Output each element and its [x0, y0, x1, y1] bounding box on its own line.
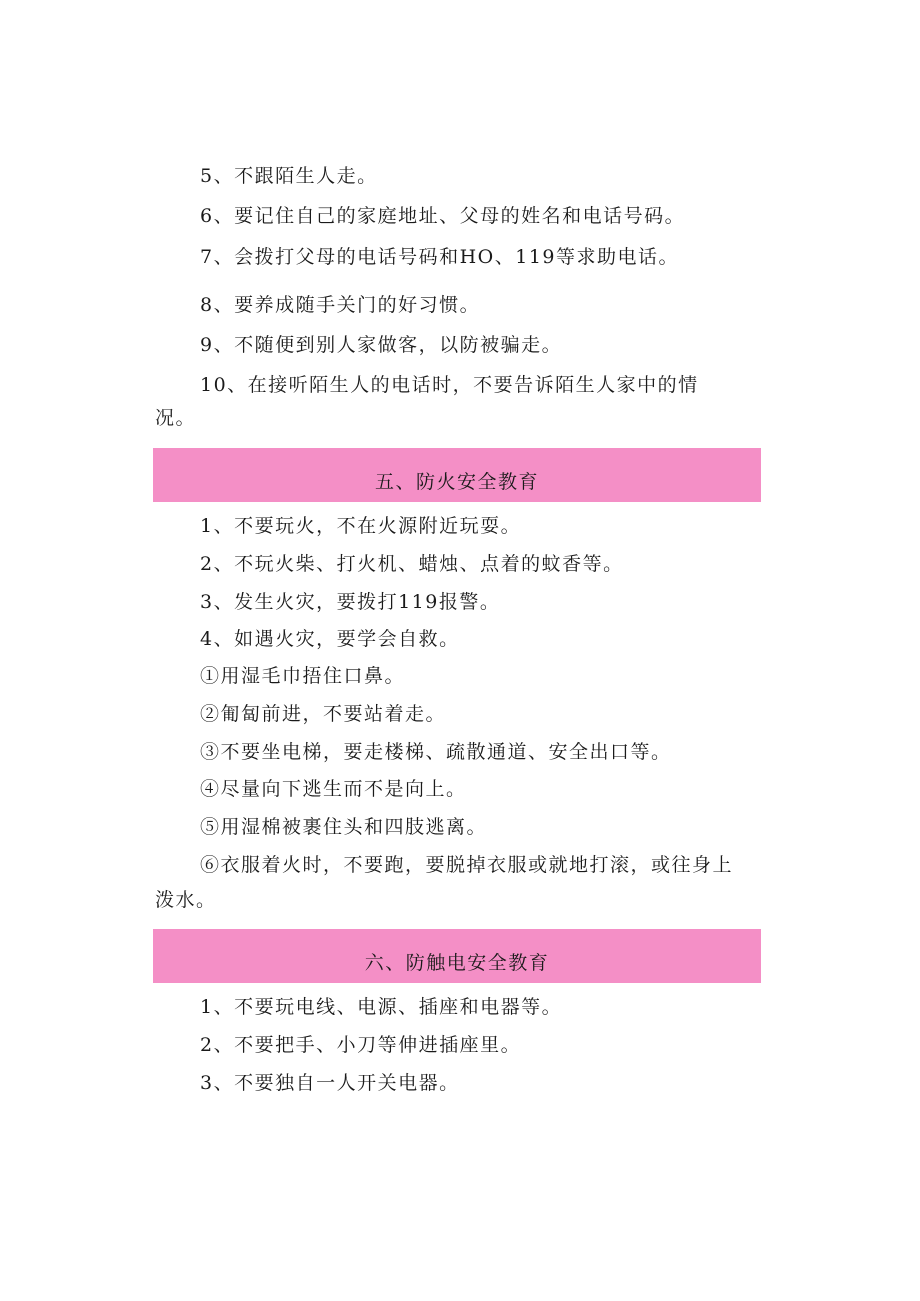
- list-item: 10、在接听陌生人的电话时，不要告诉陌生人家中的情: [200, 374, 699, 396]
- list-item: 3、发生火灾，要拨打119报警。: [200, 591, 501, 613]
- list-item: ⑤用湿棉被裹住头和四肢逃离。: [200, 816, 488, 838]
- list-item: 5、不跟陌生人走。: [200, 165, 378, 187]
- list-item: 9、不随便到别人家做客，以防被骗走。: [200, 334, 563, 356]
- list-item: ⑥衣服着火时，不要跑，要脱掉衣服或就地打滚，或往身上: [200, 854, 734, 876]
- list-item: ①用湿毛巾捂住口鼻。: [200, 665, 406, 687]
- list-item-continuation: 况。: [155, 407, 197, 429]
- list-item: ③不要坐电梯，要走楼梯、疏散通道、安全出口等。: [200, 741, 672, 763]
- section-banner-electric-safety: [153, 929, 761, 983]
- section-title: 五、防火安全教育: [374, 470, 539, 493]
- list-item: ②匍匐前进，不要站着走。: [200, 703, 447, 725]
- section-banner-fire-safety: [153, 448, 761, 502]
- list-item: 6、要记住自己的家庭地址、父母的姓名和电话号码。: [200, 205, 686, 227]
- list-item: 1、不要玩电线、电源、插座和电器等。: [200, 996, 563, 1018]
- list-item: 7、会拨打父母的电话号码和HO、119等求助电话。: [200, 246, 680, 268]
- list-item: ④尽量向下逃生而不是向上。: [200, 778, 467, 800]
- list-item: 2、不玩火柴、打火机、蜡烛、点着的蚊香等。: [200, 553, 624, 575]
- list-item-continuation: 泼水。: [155, 889, 217, 911]
- list-item: 2、不要把手、小刀等伸进插座里。: [200, 1034, 522, 1056]
- list-item: 3、不要独自一人开关电器。: [200, 1072, 460, 1094]
- list-item: 1、不要玩火，不在火源附近玩耍。: [200, 515, 522, 537]
- section-title: 六、防触电安全教育: [364, 951, 550, 974]
- list-item: 8、要养成随手关门的好习惯。: [200, 294, 481, 316]
- list-item: 4、如遇火灾，要学会自救。: [200, 628, 460, 650]
